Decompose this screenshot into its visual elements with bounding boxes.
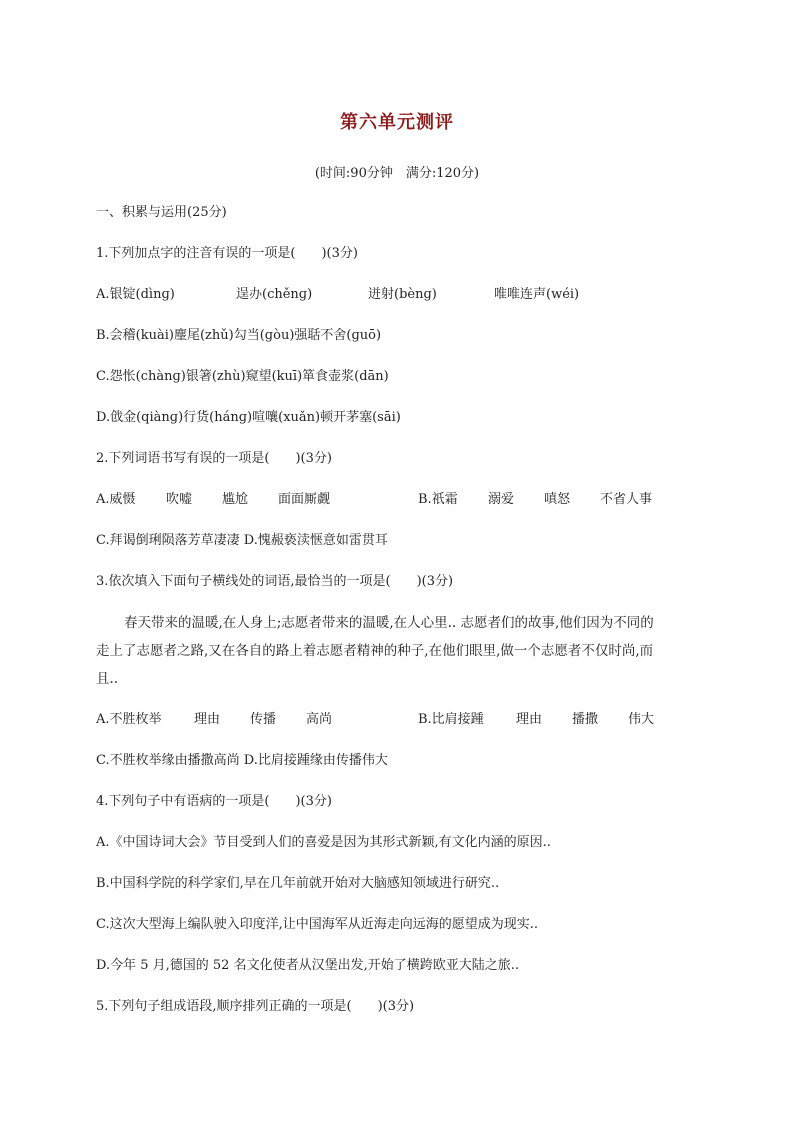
q3-option-cd: C.不胜枚举缘由播撒高尚 D.比肩接踵缘由传播伟大	[96, 753, 388, 768]
q1-option-a-1: A.银锭(dìnɡ)	[96, 287, 175, 302]
q4-option-c: C.这次大型海上编队驶入印度洋,让中国海军从近海走向远海的愿望成为现实..	[96, 917, 539, 932]
q2-option-a-4: 面面厮觑	[278, 492, 331, 507]
q2-option-b-4: 不省人事	[600, 492, 653, 507]
exam-info: (时间:90分钟 满分:120分)	[314, 166, 480, 181]
q2-option-a-1: A.威慑	[96, 492, 136, 507]
q1-option-a-4: 唯唯连声(wéi)	[494, 287, 580, 302]
q2-option-b-3: 嗔怒	[544, 492, 571, 507]
q3-option-a-4: 高尚	[306, 712, 333, 727]
question-3-stem: 3.依次填入下面句子横线处的词语,最恰当的一项是( )(3分)	[96, 574, 454, 589]
q3-passage-line-2: 走上了志愿者之路,又在各自的路上着志愿者精神的种子,在他们眼里,做一个志愿者不仅时尚,而	[96, 643, 654, 659]
q2-option-b-2: 溺爱	[488, 492, 515, 507]
q3-option-b-4: 伟大	[628, 712, 655, 727]
q1-option-a-3: 迸射(bènɡ)	[368, 287, 437, 302]
question-2-stem: 2.下列词语书写有误的一项是( )(3分)	[96, 451, 332, 466]
q3-passage-line-3: 且..	[96, 671, 119, 687]
q4-option-b: B.中国科学院的科学家们,早在几年前就开始对大脑感知领域进行研究..	[96, 876, 500, 891]
q4-option-a: A.《中国诗词大会》节目受到人们的喜爱是因为其形式新颖,有文化内涵的原因..	[96, 835, 551, 850]
question-1-stem: 1.下列加点字的注音有误的一项是( )(3分)	[96, 246, 358, 261]
q1-option-a-2: 逞办(chěnɡ)	[236, 287, 313, 302]
q1-option-d: D.戗金(qiànɡ)行货(hánɡ)喧嚷(xuǎn)顿开茅塞(sāi)	[96, 410, 401, 425]
section-heading: 一、积累与运用(25分)	[96, 205, 227, 220]
question-4-stem: 4.下列句子中有语病的一项是( )(3分)	[96, 794, 332, 809]
q3-option-b-1: B.比肩接踵	[418, 712, 484, 727]
page-title: 第六单元测评	[340, 112, 454, 133]
q1-option-c: C.怨怅(chànɡ)银箸(zhù)窥望(kuī)箪食壶浆(dān)	[96, 369, 389, 384]
q3-passage-line-1: 春天带来的温暖,在人身上;志愿者带来的温暖,在人心里.. 志愿者们的故事,他们因为不同的	[124, 615, 654, 631]
q3-option-a-2: 理由	[194, 712, 221, 727]
q2-option-cd: C.拜谒倒琍陨落芳草凄凄 D.愧赧亵渎惬意如雷贯耳	[96, 533, 388, 548]
q3-option-b-3: 播撒	[572, 712, 599, 727]
q1-option-b: B.会稽(kuài)麈尾(zhǔ)勾当(ɡòu)强聒不舍(ɡuō)	[96, 328, 382, 343]
q2-option-a-3: 尴尬	[222, 492, 249, 507]
q3-option-a-3: 传播	[250, 712, 277, 727]
q2-option-a-2: 吹嘘	[166, 492, 193, 507]
question-5-stem: 5.下列句子组成语段,顺序排列正确的一项是( )(3分)	[96, 999, 415, 1014]
q2-option-b-1: B.祇霜	[418, 492, 458, 507]
q4-option-d: D.今年 5 月,德国的 52 名文化使者从汉堡出发,开始了横跨欧亚大陆之旅..	[96, 958, 519, 973]
q3-option-a-1: A.不胜枚举	[96, 712, 162, 727]
q3-option-b-2: 理由	[516, 712, 543, 727]
